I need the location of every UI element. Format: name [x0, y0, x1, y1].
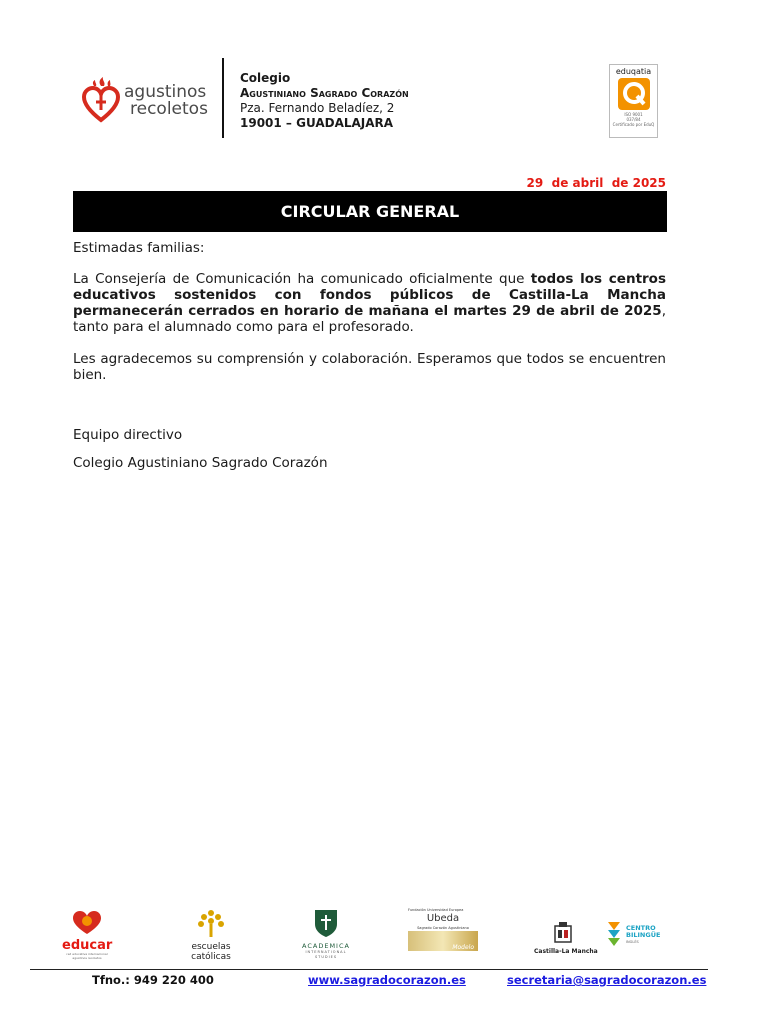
- email-link[interactable]: secretaria@sagradocorazon.es: [507, 973, 707, 987]
- main-paragraph: [73, 271, 666, 335]
- castilla-la-mancha-logo: [534, 920, 598, 955]
- bilingue-line-2: BILINGÜE: [626, 930, 661, 939]
- eduqatia-q-icon: [610, 78, 657, 110]
- signature-team: Equipo directivo: [73, 427, 183, 443]
- clm-text: Castilla-La Mancha: [534, 948, 598, 955]
- eduqatia-label: eduqatia: [615, 67, 652, 76]
- brand-line-2: recoletos: [130, 99, 208, 119]
- footer-divider: [30, 969, 708, 970]
- main-bold: todos los centros educativos sostenidos con fondos públicos de Castilla-La Mancha permanecerán cerrados en horario de mañana el martes 29 de abril de 2025: [73, 271, 666, 319]
- document-date: 29 de abril de 2025: [526, 176, 666, 190]
- bilingue-line-1: CENTRO: [626, 923, 656, 932]
- castilla-la-mancha-crest-icon: [552, 920, 574, 944]
- academica-logo: [298, 908, 354, 960]
- agustinos-recoletos-heart-icon: [80, 76, 122, 124]
- brand-line-1: agustinos: [124, 82, 207, 102]
- academica-line-1: ACADEMICA: [302, 942, 350, 950]
- escuelas-line-2: católicas: [191, 952, 231, 962]
- educar-logo: [62, 908, 112, 960]
- greeting: Estimadas familias:: [73, 240, 205, 256]
- footer-phone: Tfno.: 949 220 400: [92, 973, 214, 987]
- bilingue-shape-icon: [606, 920, 622, 950]
- header-divider: [222, 58, 224, 138]
- website-link[interactable]: www.sagradocorazon.es: [308, 973, 466, 987]
- ubeda-sub: Sagrado Corazón Agustiniano: [417, 926, 469, 930]
- bilingue-line-3: INGLÉS: [626, 939, 639, 944]
- escuelas-line-1: escuelas: [191, 942, 231, 952]
- escuelas-tree-icon: [196, 908, 226, 938]
- eduqatia-cert: 037/84: [626, 117, 641, 122]
- main-end: , tanto para el alumnado como para el profesorado.: [73, 303, 666, 335]
- main-intro: La Consejería de Comunicación ha comunicado oficialmente que: [73, 271, 531, 287]
- centro-bilingue-logo: [606, 920, 666, 950]
- ubeda-name: Ubeda: [426, 913, 460, 924]
- educar-heart-icon: [70, 908, 104, 936]
- educar-sub: red educativa internacional agustinos recoletos: [66, 952, 108, 960]
- ubeda-bottom: Modelo: [452, 944, 474, 951]
- academica-line-3: STUDIES: [314, 955, 338, 959]
- eduqatia-certificate-badge: [609, 64, 658, 138]
- thanks-paragraph: Les agradecemos su comprensión y colaboración. Esperamos que todos se encuentren bien.: [73, 351, 666, 383]
- eduqatia-iso: ISO 9001: [624, 112, 643, 117]
- school-address-block: [240, 71, 409, 131]
- academica-line-2: INTERNATIONAL: [305, 950, 347, 954]
- ubeda-top: Fundación Universidad Europea: [408, 908, 464, 912]
- academica-shield-icon: [313, 908, 339, 938]
- school-line-1: Colegio: [240, 71, 291, 85]
- document-title: CIRCULAR GENERAL: [280, 202, 460, 221]
- school-line-4: 19001 – GUADALAJARA: [240, 116, 394, 130]
- school-line-2: Agustiniano Sagrado Corazón: [240, 86, 409, 100]
- escuelas-catolicas-logo: [188, 908, 234, 962]
- brand-logo-text: [124, 84, 208, 118]
- ubeda-banner: [408, 931, 478, 951]
- document-title-bar: [73, 191, 667, 232]
- ubeda-logo: [408, 908, 478, 951]
- school-line-3: Pza. Fernando Beladíez, 2: [240, 101, 395, 115]
- signature-school: Colegio Agustiniano Sagrado Corazón: [73, 455, 328, 471]
- educar-text: educar: [62, 938, 113, 953]
- eduqatia-note: Certificado por EduQ: [612, 122, 655, 127]
